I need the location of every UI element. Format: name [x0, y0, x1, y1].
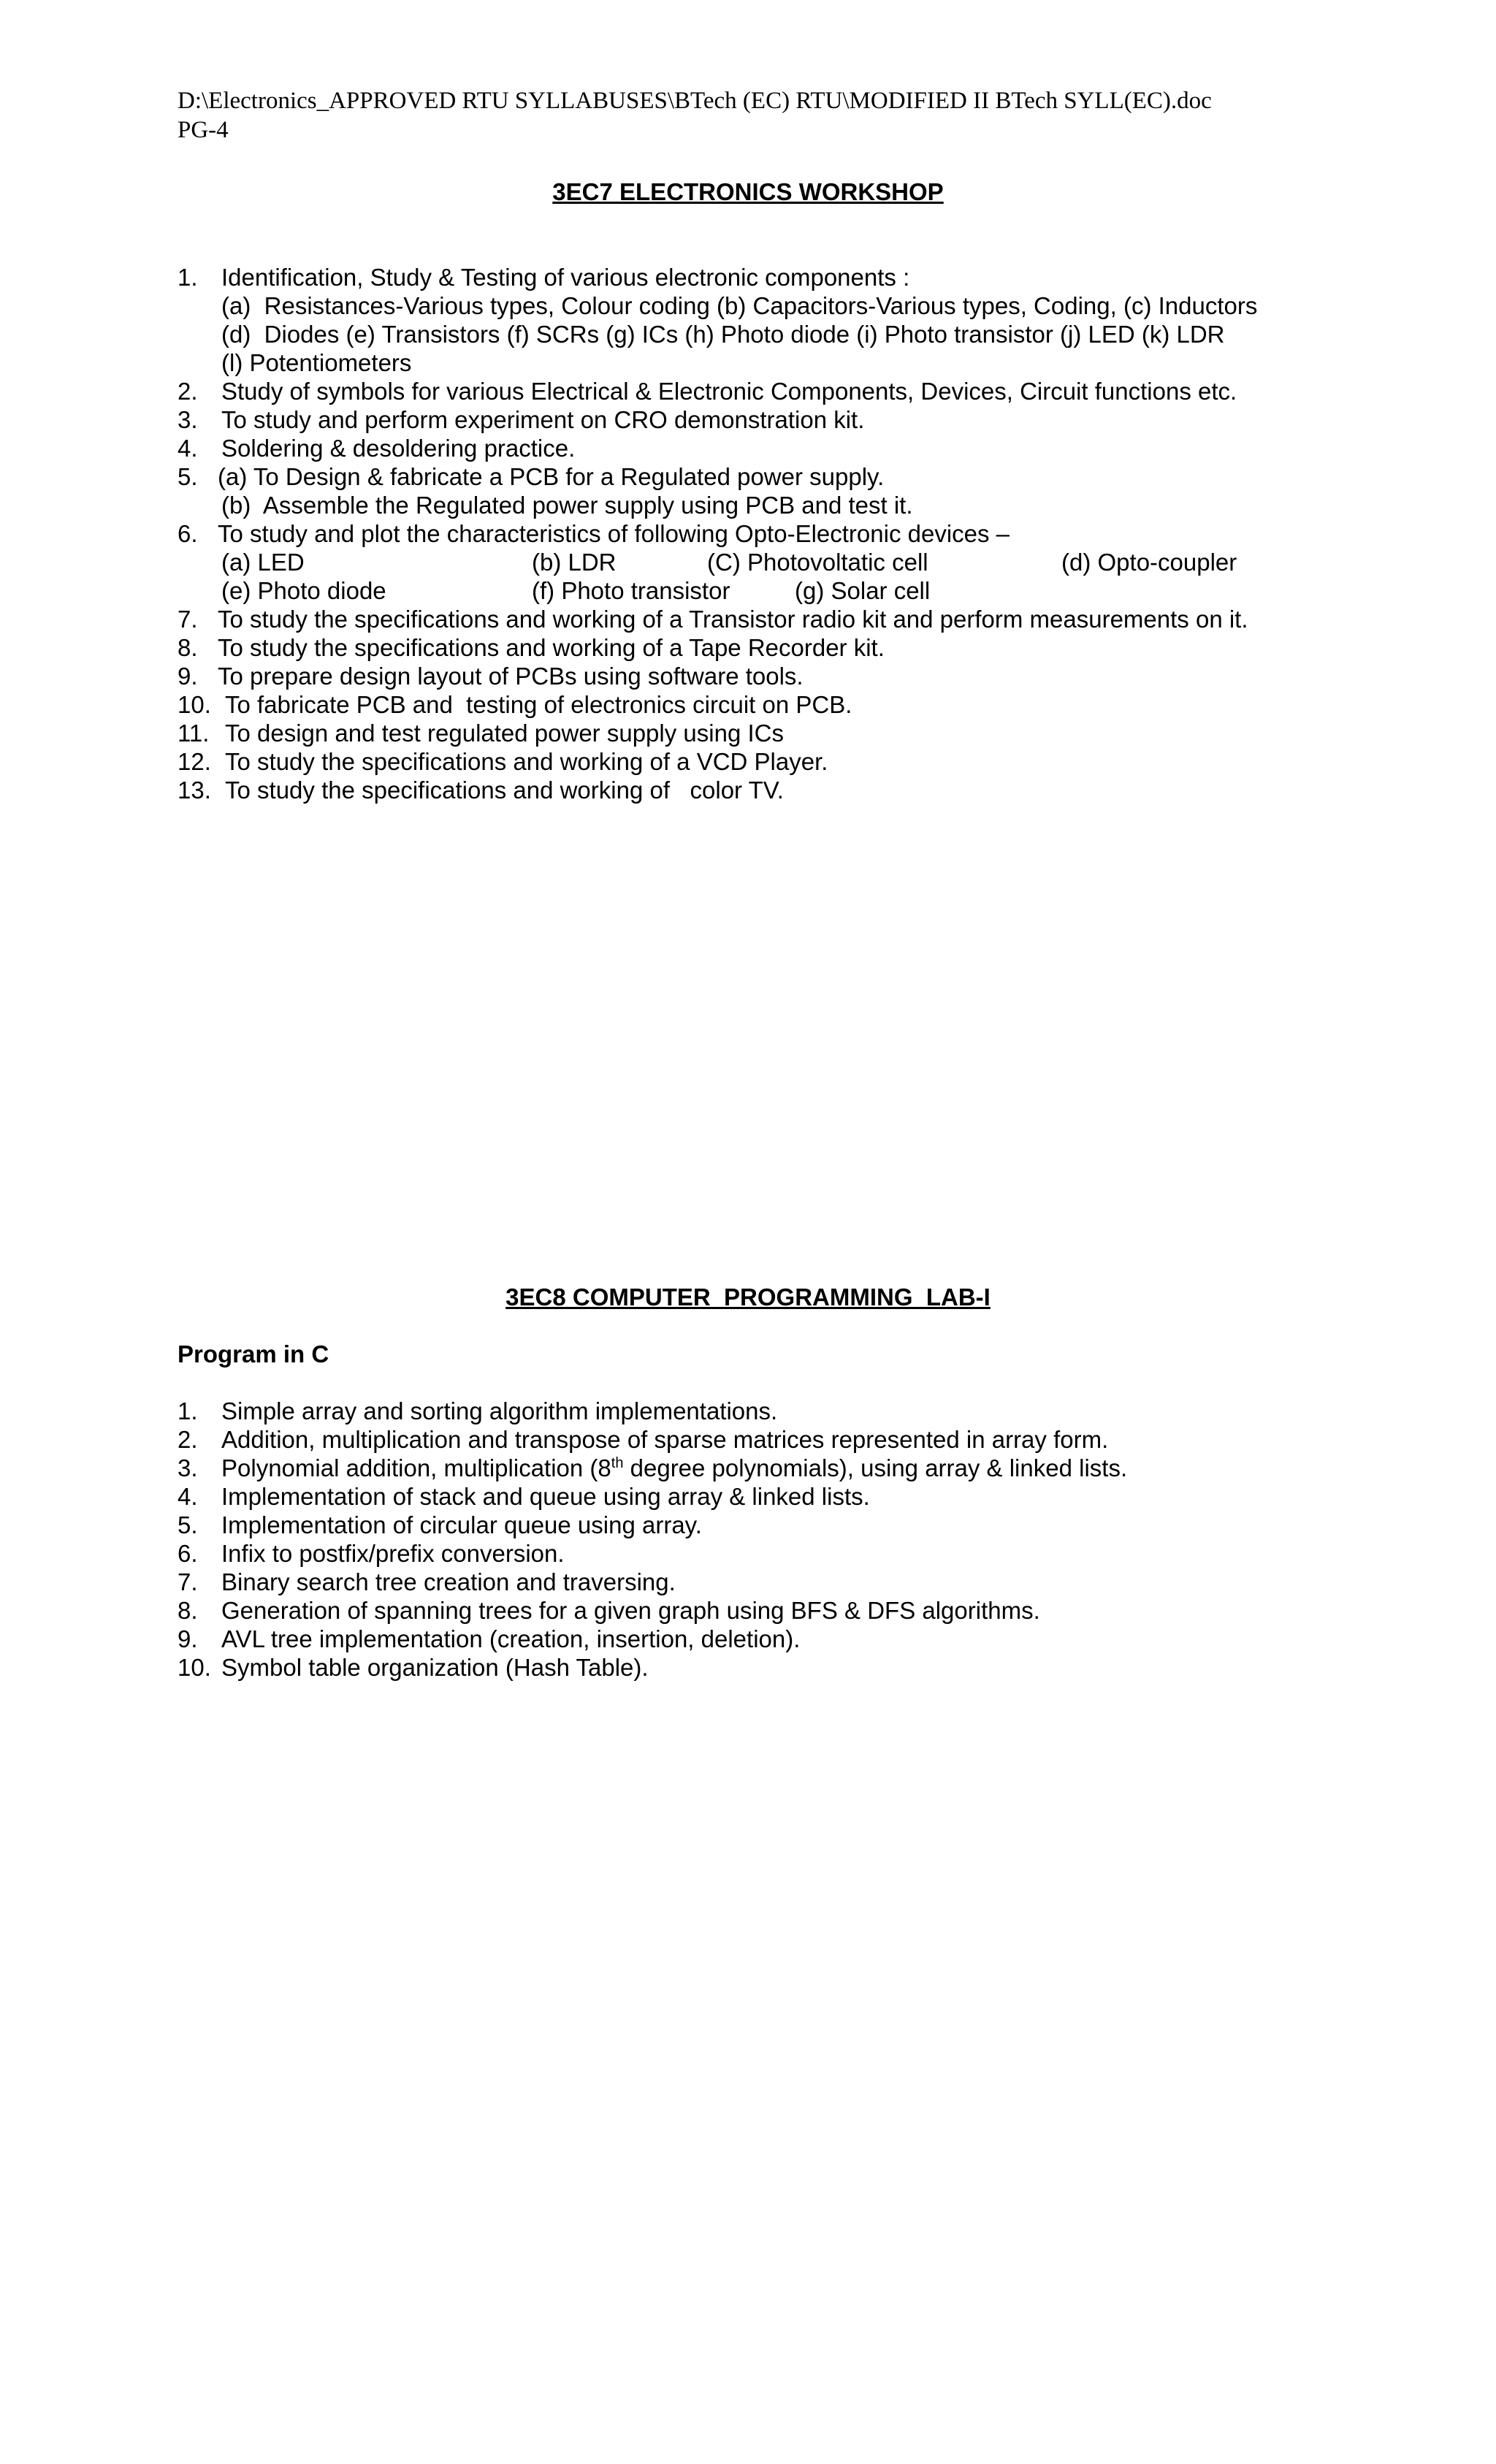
page-label: PG-4 — [178, 117, 229, 143]
lab-title: 3EC8 COMPUTER PROGRAMMING LAB-I — [505, 1284, 991, 1311]
file-path: D:\Electronics_APPROVED RTU SYLLABUSES\BTech (EC) RTU\MODIFIED II BTech SYLL(EC).doc — [178, 88, 1212, 114]
opto-device: (g) Solar cell — [795, 577, 931, 604]
opto-device: (d) Opto-coupler — [1061, 549, 1237, 576]
opto-device: (a) LED — [221, 549, 305, 576]
list-item: (b) Assemble the Regulated power supply using PCB and test it. — [221, 492, 913, 519]
lab-subtitle: Program in C — [178, 1340, 329, 1368]
document-page: D:\Electronics_APPROVED RTU SYLLABUSES\BTech (EC) RTU\MODIFIED II BTech SYLL(EC).doc PG-4 3EC7 ELECTRONICS WORKSHOP 1. Identification, Study & Testing of various electronic components : (a) Resistances-Various types, Colour coding (b) Capacitors-Various types, Coding, (c) Inductors (d) Diodes (e) Transistors (f) SCRs (g) ICs (h) Photo diode (i) Photo transistor (j) LED (k) LDR (l) Potentiometers 2. Study of symbols for various Electrical & Electronic Components, Devices, Circuit functions etc. 3. To study and perform experiment on CRO demonstration kit. 4. Soldering & desoldering practice. 5. (a) To Design & fabricate a PCB for a Regulated power supply. (b) Assemble the Regulated power supply using PCB and test it. 6. To study and plot the characteristics of following Opto-Electronic devices – (a) LED (b) LDR (C) Photovoltatic cell (d) Opto-coupler (e) Photo diode (f) Photo transistor (g) Solar cell 7. To study the specifications and working of a Transistor radio kit and perform measurements on it. 8. To study the specifications and working of a Tape Recorder kit. 9. To prepare design layout of PCBs using software tools. 10. To fabricate PCB and testing of electronics circuit on PCB. 11. To design and test regulated power supply using ICs 12. To study the specifications and working of a VCD Player. 13. To study the specifications and working of color TV. 3EC8 COMPUTER PROGRAMMING LAB-I Program in C 1. Simple array and sorting algorithm implementations. 2. Addition, multiplication and transpose of sparse matrices represented in array form. 3. Polynomial addition, multiplication (8th degree polynomials), using array & linked lists. 4. Implementation of stack and queue using array & linked lists. 5. Implementation of circular queue using array. 6. Infix to postfix/prefix conversion. 7. Binary search tree creation and traversing. 8. Generation of spanning trees for a given graph using BFS & DFS algorithms. 9. AVL tree implementation (creation, insertion, deletion). 10. Symbol table organization (Hash Table). — [0, 0, 1496, 2464]
file-header — [178, 86, 1434, 145]
opto-device: (e) Photo diode — [221, 577, 386, 604]
opto-device: (C) Photovoltatic cell — [707, 549, 928, 576]
opto-device: (b) LDR — [532, 549, 617, 576]
list-item: (d) Diodes (e) Transistors (f) SCRs (g) ICs (h) Photo diode (i) Photo transistor (j) LED (k) LDR — [221, 321, 1225, 348]
opto-device: (f) Photo transistor — [532, 577, 730, 604]
list-item: (l) Potentiometers — [221, 349, 412, 376]
list-item: (a) Resistances-Various types, Colour coding (b) Capacitors-Various types, Coding, (c) Inductors — [221, 292, 1258, 319]
workshop-title: 3EC7 ELECTRONICS WORKSHOP — [552, 178, 944, 205]
